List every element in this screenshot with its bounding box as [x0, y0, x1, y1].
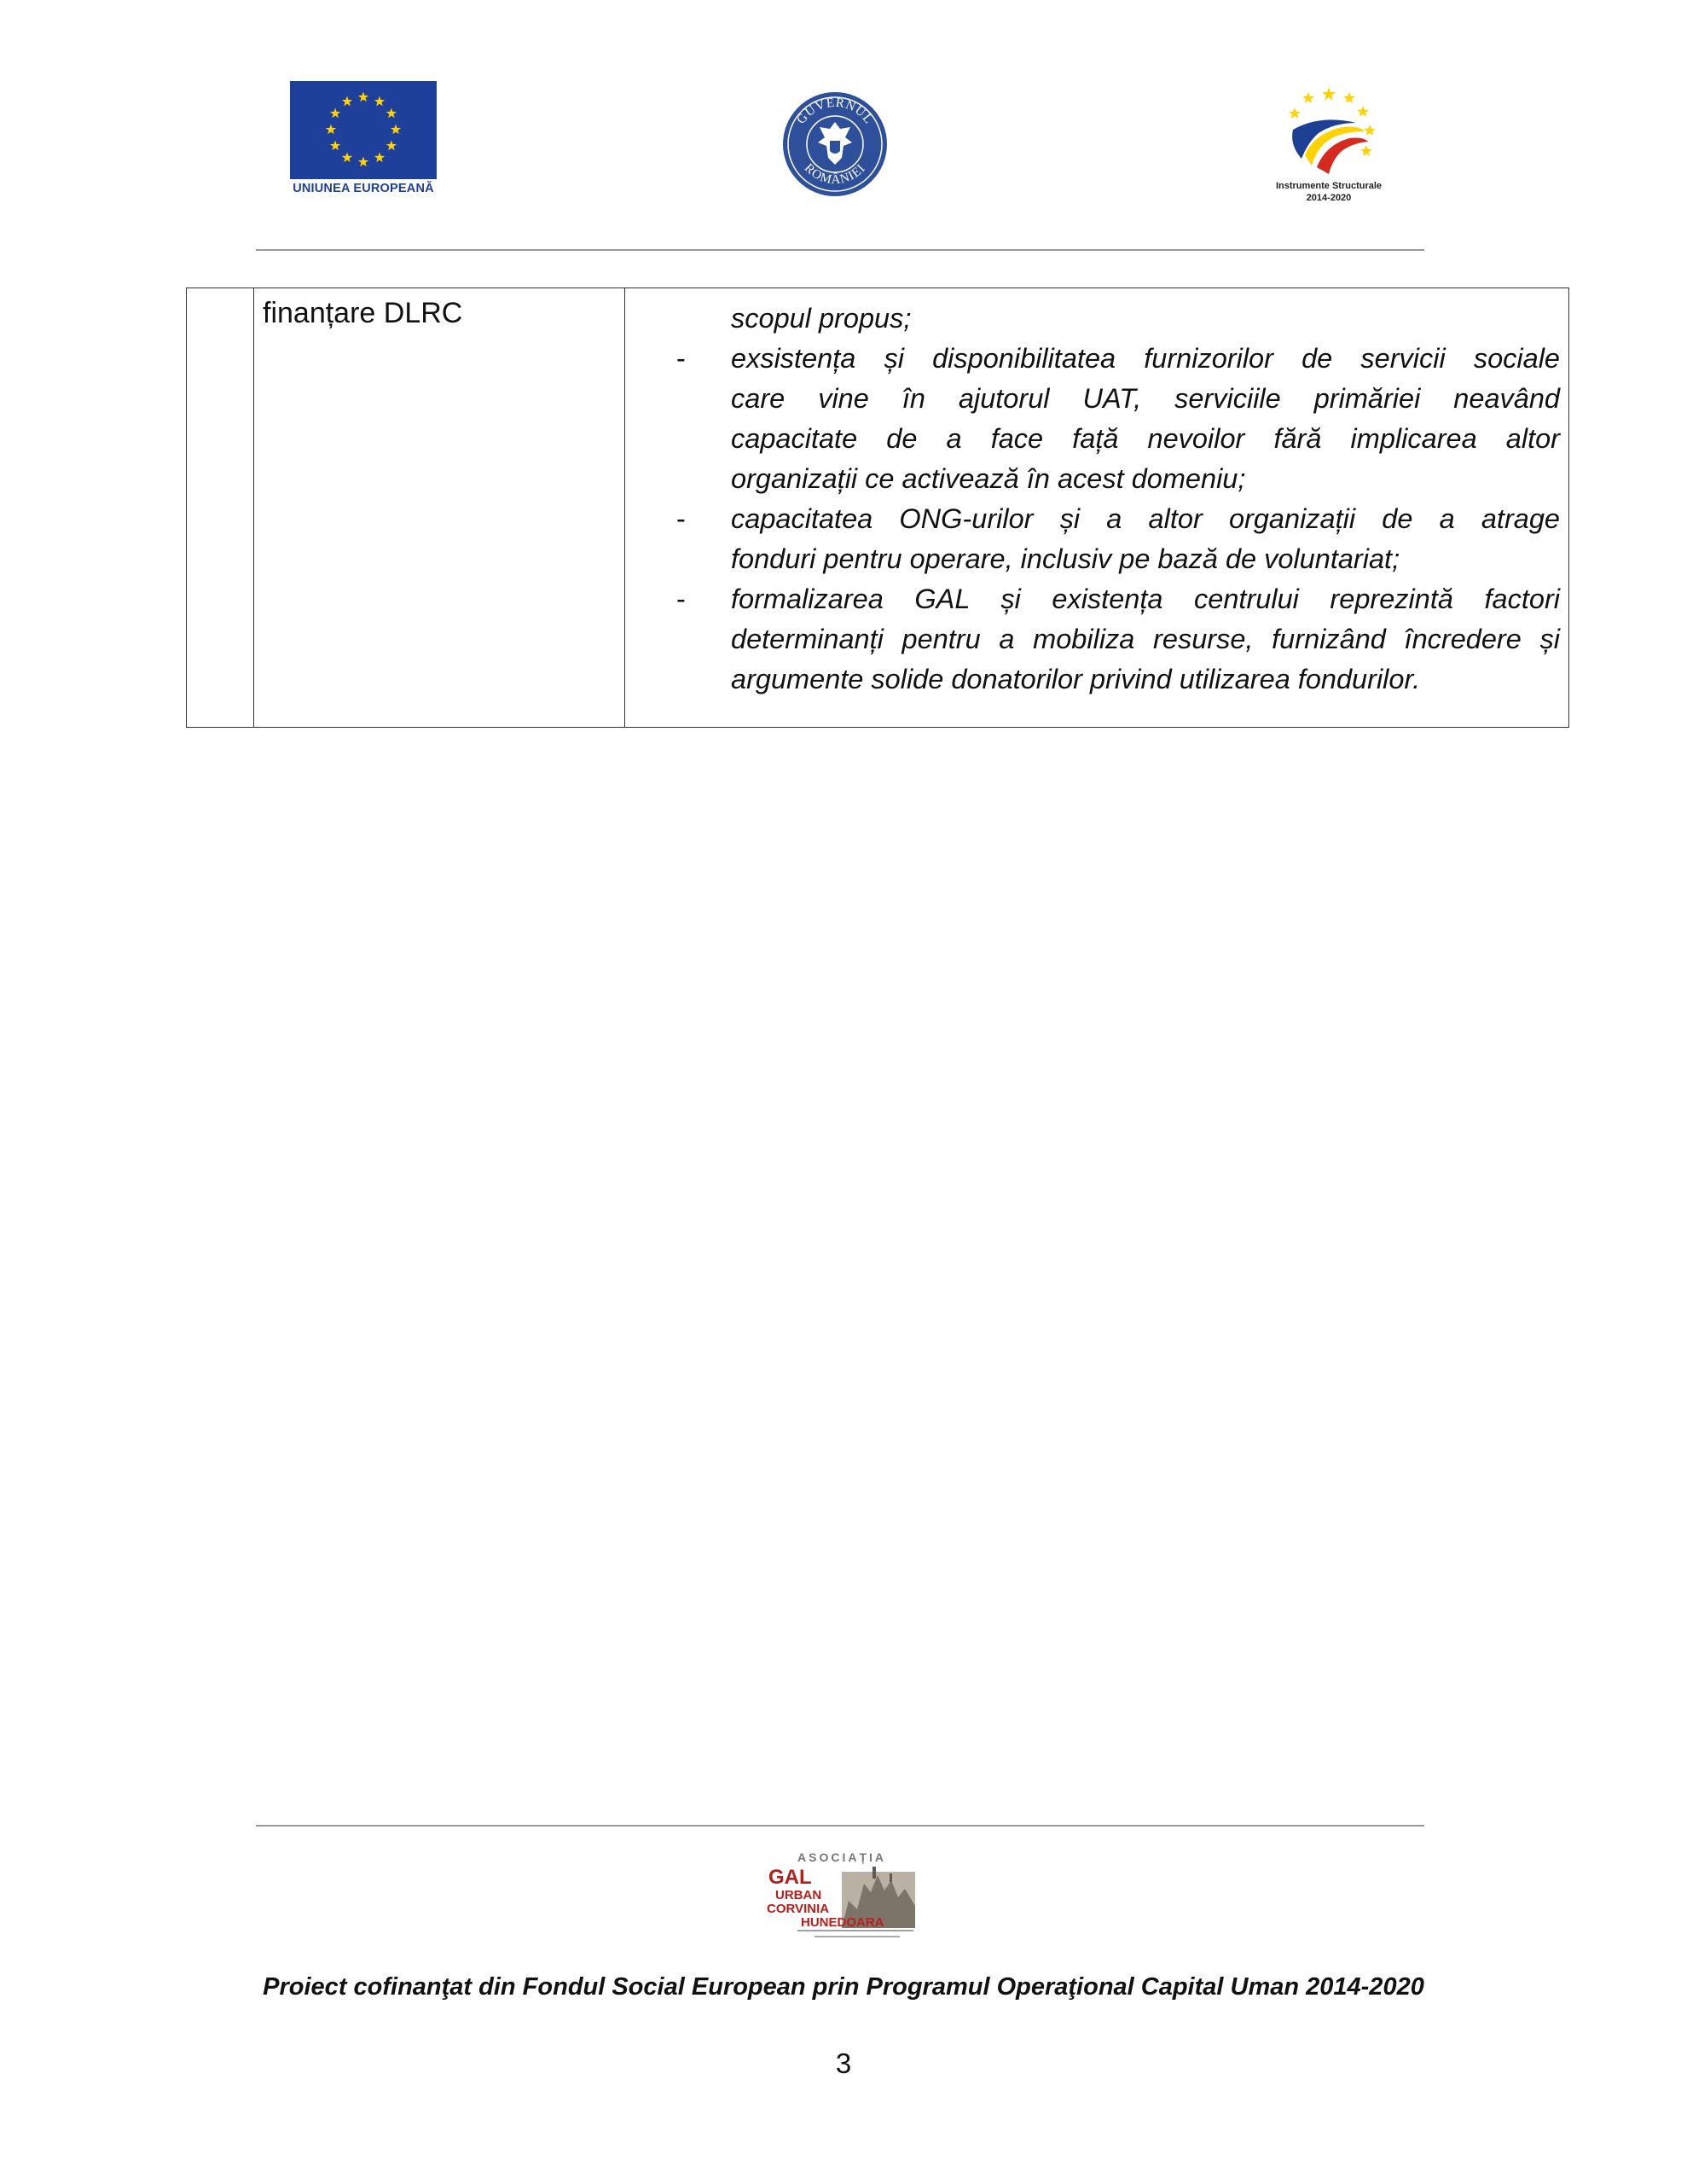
eu-logo	[290, 81, 437, 200]
list-item	[625, 499, 1560, 579]
gal-logo-line2: GAL	[768, 1866, 812, 1889]
footer-divider	[256, 1825, 1424, 1827]
list-item	[625, 579, 1560, 700]
gal-logo-line3: URBAN	[775, 1888, 822, 1902]
eu-star-icon	[386, 141, 397, 151]
bullet-line: organizații ce activează în acest domeniu;	[731, 463, 1246, 494]
gal-logo-icon	[763, 1850, 917, 1943]
eu-star-icon	[342, 152, 352, 162]
structural-instruments-logo	[1261, 85, 1397, 213]
header-divider	[256, 249, 1424, 251]
bullet-line: exsistența și disponibilitatea furnizorilor de servicii sociale	[731, 343, 1560, 374]
page-number: 3	[835, 2048, 852, 2079]
content-block	[625, 288, 1568, 700]
eu-star-icon	[386, 108, 397, 119]
table-cell-label	[254, 288, 625, 728]
svg-text:ROMÂNIEI: ROMÂNIEI	[801, 161, 869, 188]
gal-logo-line5: HUNEDOARA	[801, 1915, 884, 1930]
eu-star-icon	[391, 125, 401, 135]
bullet-line: capacitatea ONG-urilor și a altor organizații de a atrage	[731, 503, 1560, 534]
eu-star-icon	[358, 157, 368, 167]
gal-logo-line4: CORVINIA	[767, 1902, 830, 1916]
table-cell-content	[625, 288, 1569, 728]
bullet-line: capacitate de a face față nevoilor fără implicarea altor	[731, 423, 1560, 454]
continuation-line: scopul propus;	[731, 303, 912, 334]
eu-star-icon	[330, 141, 340, 151]
bullet-line: determinanți pentru a mobiliza resurse, furnizând încredere și	[731, 624, 1560, 654]
bullet-line: argumente solide donatorilor privind utilizarea fondurilor.	[731, 664, 1421, 694]
structural-instruments-years: 2014-2020	[1306, 193, 1352, 203]
row-label: finanțare DLRC	[263, 297, 463, 329]
gal-logo-line1: ASOCIAȚIA	[797, 1850, 886, 1864]
footer-note: Proiect cofinanţat din Fondul Social European prin Programul Operaţional Capital Uman 2014-2020	[263, 1973, 1424, 2001]
eu-star-icon	[326, 125, 336, 135]
list-item	[625, 339, 1560, 499]
bullet-line: formalizarea GAL și existența centrului reprezintă factori	[731, 584, 1560, 614]
bullet-dash: -	[676, 503, 686, 534]
government-seal-icon	[780, 90, 890, 199]
content-table	[186, 288, 1569, 728]
structural-instruments-icon	[1261, 85, 1397, 179]
eu-caption: UNIUNEA EUROPEANĂ	[293, 182, 434, 195]
structural-instruments-caption: Instrumente Structurale	[1275, 181, 1383, 191]
table-row	[187, 288, 1569, 728]
bullet-dash: -	[676, 584, 686, 614]
government-logo	[780, 90, 890, 199]
gal-logo	[763, 1850, 917, 1943]
eu-flag-icon	[290, 81, 437, 179]
svg-text:GUVERNUL: GUVERNUL	[794, 96, 876, 127]
eu-star-icon	[358, 92, 368, 102]
bullet-line: care vine în ajutorul UAT, serviciile primăriei neavând	[731, 383, 1560, 414]
bullet-dash: -	[676, 343, 686, 374]
eu-star-icon	[330, 108, 340, 119]
eu-star-icon	[374, 152, 385, 162]
eu-star-icon	[342, 96, 352, 107]
eu-star-icon	[374, 96, 385, 107]
table-cell-index	[187, 288, 254, 728]
bullet-line: fonduri pentru operare, inclusiv pe bază de voluntariat;	[731, 543, 1400, 574]
